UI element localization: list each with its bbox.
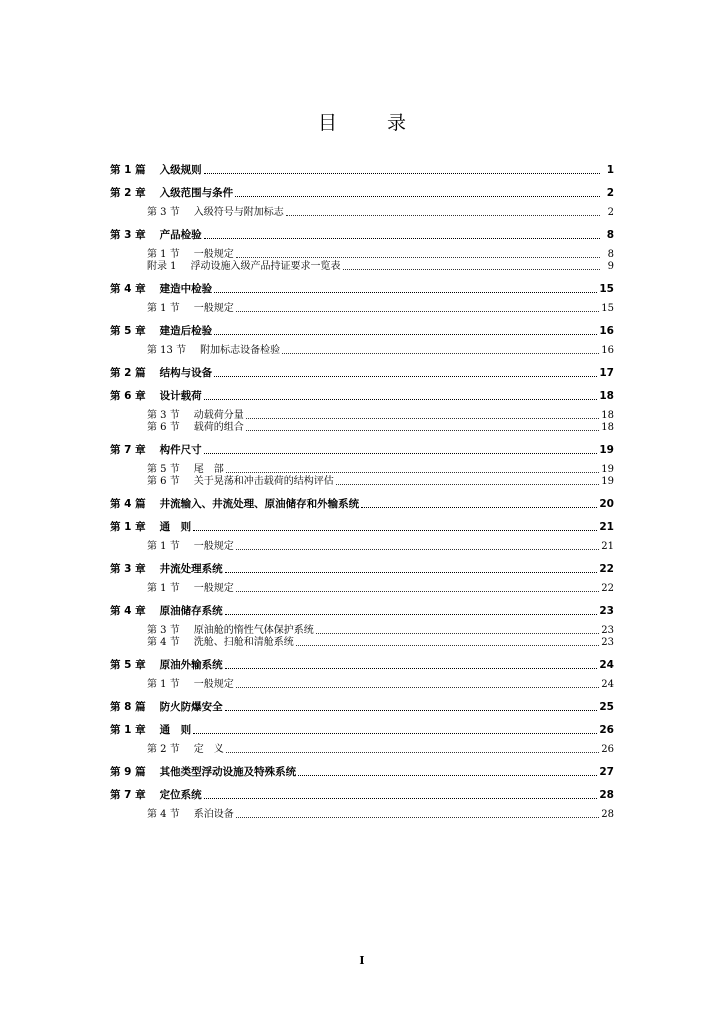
toc-entry-page: 19 [601,476,614,487]
toc-dot-leader [225,572,598,573]
toc-entry-page: 26 [601,744,614,755]
toc-entry-number: 第 1 节 [147,541,180,552]
toc-chapter-entry[interactable] [110,519,614,535]
toc-chapter-entry[interactable] [110,162,614,178]
toc-entry-number: 第 6 节 [147,476,180,487]
toc-entry-title: 入级符号与附加标志 [193,207,284,218]
toc-entry-title: 其他类型浮动设施及特殊系统 [159,766,297,778]
toc-entry-page: 21 [601,541,614,552]
toc-entry-title: 一般规定 [193,583,234,594]
toc-entry-page: 2 [607,207,614,218]
toc-chapter-entry[interactable] [110,365,614,381]
toc-entry-page: 18 [601,422,614,433]
toc-entry-number: 第 3 章 [110,229,146,241]
toc-entry-page: 8 [606,229,614,241]
toc-dot-leader [236,591,600,592]
toc-entry-number: 第 1 篇 [110,164,146,176]
toc-dot-leader [193,530,597,531]
toc-entry-page: 19 [601,464,614,475]
toc-entry-title: 构件尺寸 [159,444,202,456]
toc-section-entry[interactable] [110,807,614,822]
toc-entry-page: 16 [599,325,614,337]
toc-entry-number: 第 1 节 [147,679,180,690]
toc-entry-page: 8 [607,249,614,260]
toc-entry-number: 第 1 节 [147,249,180,260]
toc-chapter-entry[interactable] [110,227,614,243]
toc-entry-title: 一般规定 [193,541,234,552]
toc-entry-title: 浮动设施入级产品持证要求一览表 [190,261,341,272]
toc-entry-number: 第 4 节 [147,637,180,648]
toc-chapter-entry[interactable] [110,764,614,780]
toc-chapter-entry[interactable] [110,699,614,715]
toc-entry-number: 第 4 章 [110,605,146,617]
toc-entry-title: 一般规定 [193,303,234,314]
toc-dot-leader [298,775,597,776]
toc-entry-title: 一般规定 [193,249,234,260]
toc-entry-number: 第 5 节 [147,464,180,475]
toc-entry-title: 关于晃荡和冲击载荷的结构评估 [193,476,334,487]
toc-entry-number: 第 5 章 [110,325,146,337]
toc-entry-number: 第 4 章 [110,283,146,295]
toc-section-entry[interactable] [110,539,614,554]
toc-section-entry[interactable] [110,420,614,435]
toc-dot-leader [286,215,600,216]
toc-entry-number: 第 1 节 [147,583,180,594]
toc-section-entry[interactable] [110,742,614,757]
toc-entry-page: 16 [601,345,614,356]
toc-dot-leader [236,549,600,550]
toc-entry-number: 第 1 章 [110,724,146,736]
toc-dot-leader [246,418,600,419]
toc-entry-page: 2 [606,187,614,199]
toc-entry-title: 井流处理系统 [159,563,223,575]
toc-entry-page: 28 [601,809,614,820]
toc-entry-number: 第 3 节 [147,410,180,421]
toc-entry-title: 定位系统 [159,789,202,801]
toc-entry-number: 第 1 节 [147,303,180,314]
toc-section-entry[interactable] [110,581,614,596]
toc-entry-title: 原油舱的惰性气体保护系统 [193,625,314,636]
toc-dot-leader [193,733,597,734]
toc-dot-leader [214,376,597,377]
toc-entry-number: 第 13 节 [147,345,187,356]
toc-entry-title: 原油储存系统 [159,605,223,617]
toc-entry-title: 入级范围与条件 [159,187,234,199]
toc-entry-number: 第 4 篇 [110,498,146,510]
toc-section-entry[interactable] [110,259,614,274]
toc-chapter-entry[interactable] [110,657,614,673]
toc-entry-title: 原油外输系统 [159,659,223,671]
toc-entry-title: 建造后检验 [159,325,213,337]
toc-entry-number: 第 3 节 [147,207,180,218]
toc-entry-title: 防火防爆安全 [159,701,223,713]
toc-section-entry[interactable] [110,301,614,316]
toc-entry-number: 附录 1 [147,261,177,272]
toc-entry-page: 27 [599,766,614,778]
toc-chapter-entry[interactable] [110,442,614,458]
toc-dot-leader [204,399,598,400]
toc-dot-leader [236,311,600,312]
toc-entry-title: 通 则 [159,521,192,533]
toc-entry-page: 15 [599,283,614,295]
toc-entry-number: 第 9 篇 [110,766,146,778]
toc-entry-number: 第 7 章 [110,444,146,456]
toc-chapter-entry[interactable] [110,323,614,339]
toc-dot-leader [246,430,600,431]
toc-entry-title: 载荷的组合 [193,422,244,433]
toc-section-entry[interactable] [110,677,614,692]
toc-dot-leader [282,353,599,354]
toc-entry-number: 第 3 节 [147,625,180,636]
toc-entry-page: 22 [599,563,614,575]
toc-entry-page: 24 [601,679,614,690]
toc-entry-number: 第 5 章 [110,659,146,671]
toc-entry-title: 入级规则 [159,164,202,176]
toc-entry-title: 附加标志设备检验 [200,345,281,356]
toc-entry-title: 井流输入、井流处理、原油储存和外输系统 [159,498,360,510]
toc-entry-page: 19 [599,444,614,456]
toc-entry-page: 1 [606,164,614,176]
toc-entry-number: 第 1 章 [110,521,146,533]
toc-chapter-entry[interactable] [110,281,614,297]
toc-entry-number: 第 7 章 [110,789,146,801]
toc-chapter-entry[interactable] [110,185,614,201]
toc-chapter-entry[interactable] [110,496,614,512]
toc-entry-title: 设计载荷 [159,390,202,402]
toc-entry-page: 23 [599,605,614,617]
toc-entry-page: 23 [601,625,614,636]
toc-entry-page: 17 [599,367,614,379]
toc-entry-title: 动载荷分量 [193,410,244,421]
toc-dot-leader [236,257,600,258]
toc-entry-page: 28 [599,789,614,801]
toc-section-entry[interactable] [110,635,614,650]
page-title: 目 录 [317,112,429,134]
toc-dot-leader [214,334,597,335]
toc-dot-leader [343,269,600,270]
toc-chapter-entry[interactable] [110,787,614,803]
toc-entry-title: 建造中检验 [159,283,213,295]
toc-entry-page: 24 [599,659,614,671]
toc-entry-title: 洗舱、扫舱和清舱系统 [193,637,294,648]
toc-entry-title: 结构与设备 [159,367,213,379]
toc-entry-title: 系泊设备 [193,809,234,820]
toc-entry-number: 第 6 节 [147,422,180,433]
toc-entry-number: 第 3 章 [110,563,146,575]
toc-entry-title: 一般规定 [193,679,234,690]
toc-section-entry[interactable] [110,205,614,220]
toc-entry-page: 26 [599,724,614,736]
toc-dot-leader [226,472,600,473]
table-of-contents [110,162,614,829]
toc-entry-page: 23 [601,637,614,648]
toc-dot-leader [225,710,598,711]
toc-entry-title: 尾 部 [193,464,224,475]
toc-entry-page: 18 [601,410,614,421]
toc-entry-page: 9 [607,261,614,272]
toc-dot-leader [236,817,600,818]
toc-dot-leader [235,196,600,197]
toc-entry-page: 22 [601,583,614,594]
toc-dot-leader [204,173,600,174]
toc-dot-leader [296,645,600,646]
toc-section-entry[interactable] [110,343,614,358]
toc-entry-number: 第 2 章 [110,187,146,199]
toc-chapter-entry[interactable] [110,603,614,619]
toc-dot-leader [225,668,598,669]
toc-entry-page: 25 [599,701,614,713]
toc-entry-title: 通 则 [159,724,192,736]
toc-chapter-entry[interactable] [110,388,614,404]
toc-entry-page: 21 [599,521,614,533]
toc-entry-title: 产品检验 [159,229,202,241]
toc-entry-page: 18 [599,390,614,402]
toc-dot-leader [204,798,598,799]
toc-dot-leader [226,752,600,753]
toc-dot-leader [336,484,600,485]
toc-dot-leader [236,687,600,688]
toc-entry-number: 第 2 篇 [110,367,146,379]
toc-entry-number: 第 4 节 [147,809,180,820]
toc-dot-leader [361,507,597,508]
toc-chapter-entry[interactable] [110,561,614,577]
toc-dot-leader [316,633,600,634]
toc-entry-number: 第 6 章 [110,390,146,402]
toc-chapter-entry[interactable] [110,722,614,738]
toc-entry-number: 第 2 节 [147,744,180,755]
toc-dot-leader [225,614,598,615]
page-number: I [359,954,365,967]
toc-dot-leader [214,292,597,293]
toc-section-entry[interactable] [110,474,614,489]
toc-entry-number: 第 8 篇 [110,701,146,713]
toc-entry-page: 15 [601,303,614,314]
toc-dot-leader [204,453,598,454]
toc-entry-title: 定 义 [193,744,224,755]
toc-entry-page: 20 [599,498,614,510]
toc-dot-leader [204,238,600,239]
